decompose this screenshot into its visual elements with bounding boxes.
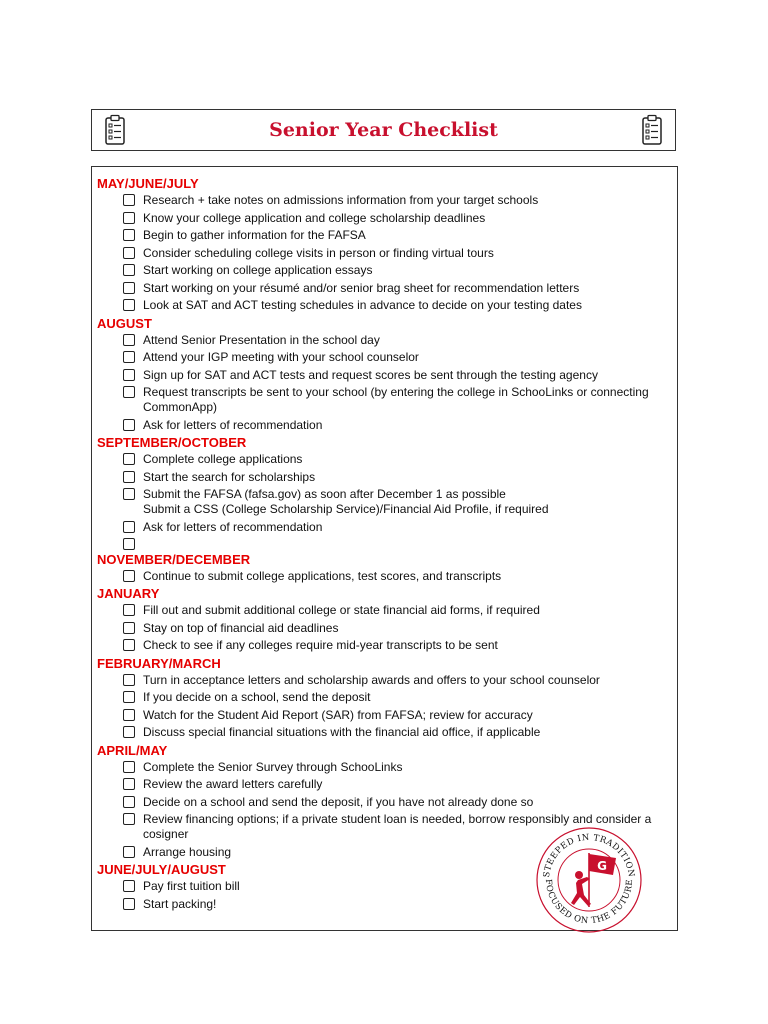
section-header: MAY/JUNE/JULY <box>97 176 199 191</box>
checklist-item-text <box>143 620 338 637</box>
checklist-item-label: Know your college application and college scholarship deadlines <box>143 210 486 225</box>
checkbox[interactable] <box>123 299 135 311</box>
checklist-item <box>97 794 671 811</box>
checklist-item-label: Stay on top of financial aid deadlines <box>143 620 339 635</box>
checklist-item-text <box>143 367 598 384</box>
checkbox[interactable] <box>123 726 135 738</box>
checklist-item-text <box>143 776 322 793</box>
checklist-item-text <box>143 896 216 913</box>
clipboard-checklist-icon <box>104 114 126 146</box>
checklist-item <box>97 707 671 724</box>
checklist-item-label: Turn in acceptance letters and scholarship awards and offers to your school counselor <box>143 672 600 687</box>
checkbox[interactable] <box>123 778 135 790</box>
checklist-item-label: Complete college applications <box>143 452 303 466</box>
checkbox[interactable] <box>123 229 135 241</box>
checklist-item <box>97 536 671 550</box>
checklist-item-text <box>143 486 549 518</box>
checklist-item-text <box>143 689 371 706</box>
section-header: AUGUST <box>97 315 152 331</box>
checklist-item-label: Check to see if any colleges require mid-year transcripts to be sent <box>143 638 498 652</box>
checkbox[interactable] <box>123 194 135 206</box>
svg-text:STEEPED IN TRADITION: STEEPED IN TRADITION <box>542 832 637 879</box>
checklist-item-text <box>143 349 419 366</box>
checklist-item-text <box>143 878 240 895</box>
checklist-item-text <box>143 844 231 861</box>
checklist-item-text <box>143 724 540 741</box>
checklist-item <box>97 724 671 741</box>
page-title: Senior Year Checklist <box>269 119 498 141</box>
section-header: NOVEMBER/DECEMBER <box>97 551 251 567</box>
checklist-item-label: Ask for letters of recommendation <box>143 519 323 534</box>
section-header: SEPTEMBER/OCTOBER <box>97 435 247 450</box>
checkbox[interactable] <box>123 796 135 808</box>
title-bar <box>91 109 676 151</box>
checklist-item-text <box>143 245 494 262</box>
checklist-item-text <box>143 451 302 468</box>
checkbox[interactable] <box>123 622 135 634</box>
checklist-item-label: Review the award letters carefully <box>143 777 323 791</box>
checklist-item-label: Arrange housing <box>143 844 232 859</box>
checkbox[interactable] <box>123 419 135 431</box>
section-header: APRIL/MAY <box>97 742 168 758</box>
checklist-item-text <box>143 332 380 349</box>
section-header: JUNE/JULY/AUGUST <box>97 862 226 877</box>
checklist-item <box>97 469 671 486</box>
checklist-item-label: Submit the FAFSA (fafsa.gov) as soon after December 1 as possible <box>143 487 506 501</box>
checklist-item-label: Attend Senior Presentation in the school day <box>143 332 380 347</box>
checklist-item-text <box>143 519 322 536</box>
checklist-item-label: Request transcripts be sent to your school (by entering the college in SchooLinks or connecting CommonApp) <box>143 385 649 414</box>
checklist-item <box>97 672 671 689</box>
checklist-item <box>97 451 671 468</box>
checklist-item-text <box>143 794 533 811</box>
checklist-item-label: Start the search for scholarships <box>143 469 316 484</box>
checklist-item-text <box>143 602 540 619</box>
section-header: FEBRUARY/MARCH <box>97 655 221 671</box>
checklist-item-text <box>143 417 322 434</box>
checklist-item <box>97 637 671 654</box>
checkbox[interactable] <box>123 334 135 346</box>
checkbox[interactable] <box>123 351 135 363</box>
checklist-item-text <box>143 672 600 689</box>
checklist-item <box>97 759 671 776</box>
checklist-item-label: Continue to submit college applications, test scores, and transcripts <box>143 568 502 583</box>
checkbox[interactable] <box>123 488 135 500</box>
checklist-item-label: Discuss special financial situations with the financial aid office, if applicable <box>143 725 541 739</box>
checklist-item-label: Watch for the Student Aid Report (SAR) from FAFSA; review for accuracy <box>143 707 533 722</box>
checkbox[interactable] <box>123 386 135 398</box>
checklist-item-label: Sign up for SAT and ACT tests and request scores be sent through the testing agency <box>143 367 598 382</box>
checkbox[interactable] <box>123 709 135 721</box>
checklist-item <box>97 776 671 793</box>
checklist-item-text <box>143 280 579 297</box>
checklist-item-label: Attend your IGP meeting with your school counselor <box>143 350 419 364</box>
checklist-item-label: Look at SAT and ACT testing schedules in advance to decide on your testing dates <box>143 298 582 312</box>
checklist-item <box>97 192 671 209</box>
checkbox[interactable] <box>123 471 135 483</box>
checklist-item <box>97 384 671 416</box>
checklist-item-text <box>143 637 498 654</box>
checklist-item-label: Review financing options; if a private student loan is needed, borrow responsibly and consider a cosigner <box>143 812 652 841</box>
checklist-item-label: Fill out and submit additional college or state financial aid forms, if required <box>143 603 540 617</box>
checklist-item <box>97 367 671 384</box>
checklist-item-text <box>143 469 315 486</box>
checklist-item-label: Decide on a school and send the deposit, if you have not already done so <box>143 794 534 809</box>
checklist-item <box>97 262 671 279</box>
checkbox[interactable] <box>123 898 135 910</box>
checkbox[interactable] <box>123 604 135 616</box>
checklist-item-text <box>143 759 402 776</box>
checklist-item <box>97 417 671 434</box>
checklist-item <box>97 280 671 297</box>
checklist-item-text <box>143 568 501 585</box>
checkbox[interactable] <box>123 247 135 259</box>
school-seal-logo <box>534 825 644 935</box>
checkbox[interactable] <box>123 813 135 825</box>
checklist-item <box>97 349 671 366</box>
checklist-item <box>97 689 671 706</box>
svg-text:FOCUSED ON THE FUTURE: FOCUSED ON THE FUTURE <box>542 878 636 927</box>
checklist-item-text <box>143 192 538 209</box>
checkbox[interactable] <box>123 282 135 294</box>
checklist-item-label: Research + take notes on admissions information from your target schools <box>143 193 539 207</box>
checkbox[interactable] <box>123 880 135 892</box>
checklist-item-label: Ask for letters of recommendation <box>143 417 323 432</box>
checklist-item-note: Submit a CSS (College Scholarship Service)/Financial Aid Profile, if required <box>143 502 549 516</box>
checklist-item <box>97 620 671 637</box>
section-header: JANUARY <box>97 586 160 601</box>
checkbox[interactable] <box>123 761 135 773</box>
checkbox[interactable] <box>123 691 135 703</box>
checkbox[interactable] <box>123 212 135 224</box>
checkbox[interactable] <box>123 369 135 381</box>
checklist-item-text <box>143 384 671 416</box>
checkbox[interactable] <box>123 846 135 858</box>
checklist-item <box>97 602 671 619</box>
checklist-item-text <box>143 262 372 279</box>
checklist-item <box>97 486 671 518</box>
checkbox[interactable] <box>123 453 135 465</box>
clipboard-checklist-icon <box>641 114 663 146</box>
checklist-item-label: Pay first tuition bill <box>143 879 240 893</box>
checklist-container <box>91 166 678 931</box>
checklist-item-label: Complete the Senior Survey through SchooLinks <box>143 759 403 774</box>
checklist-item-label: Start packing! <box>143 896 217 911</box>
checkbox[interactable] <box>123 570 135 582</box>
checklist-item-label: Consider scheduling college visits in person or finding virtual tours <box>143 245 494 260</box>
checklist-item-text <box>143 227 366 244</box>
checklist-item-label: Start working on your résumé and/or senior brag sheet for recommendation letters <box>143 280 580 295</box>
checklist-item-text <box>143 707 533 724</box>
checkbox[interactable] <box>123 674 135 686</box>
checklist-item-text <box>143 210 485 227</box>
checklist-item-label: If you decide on a school, send the deposit <box>143 690 371 704</box>
checklist-item <box>97 245 671 262</box>
checkbox[interactable] <box>123 538 135 550</box>
checklist-item-label: Start working on college application essays <box>143 263 373 277</box>
checklist-item <box>97 227 671 244</box>
checklist-item-text <box>143 297 582 314</box>
checklist-item-label: Begin to gather information for the FAFSA <box>143 228 366 242</box>
checklist-item <box>97 568 671 585</box>
checklist-item <box>97 297 671 314</box>
checklist-item <box>97 210 671 227</box>
checkbox[interactable] <box>123 264 135 276</box>
checkbox[interactable] <box>123 521 135 533</box>
checklist-item <box>97 332 671 349</box>
svg-text:G: G <box>597 859 607 873</box>
checkbox[interactable] <box>123 639 135 651</box>
checklist-item <box>97 519 671 536</box>
